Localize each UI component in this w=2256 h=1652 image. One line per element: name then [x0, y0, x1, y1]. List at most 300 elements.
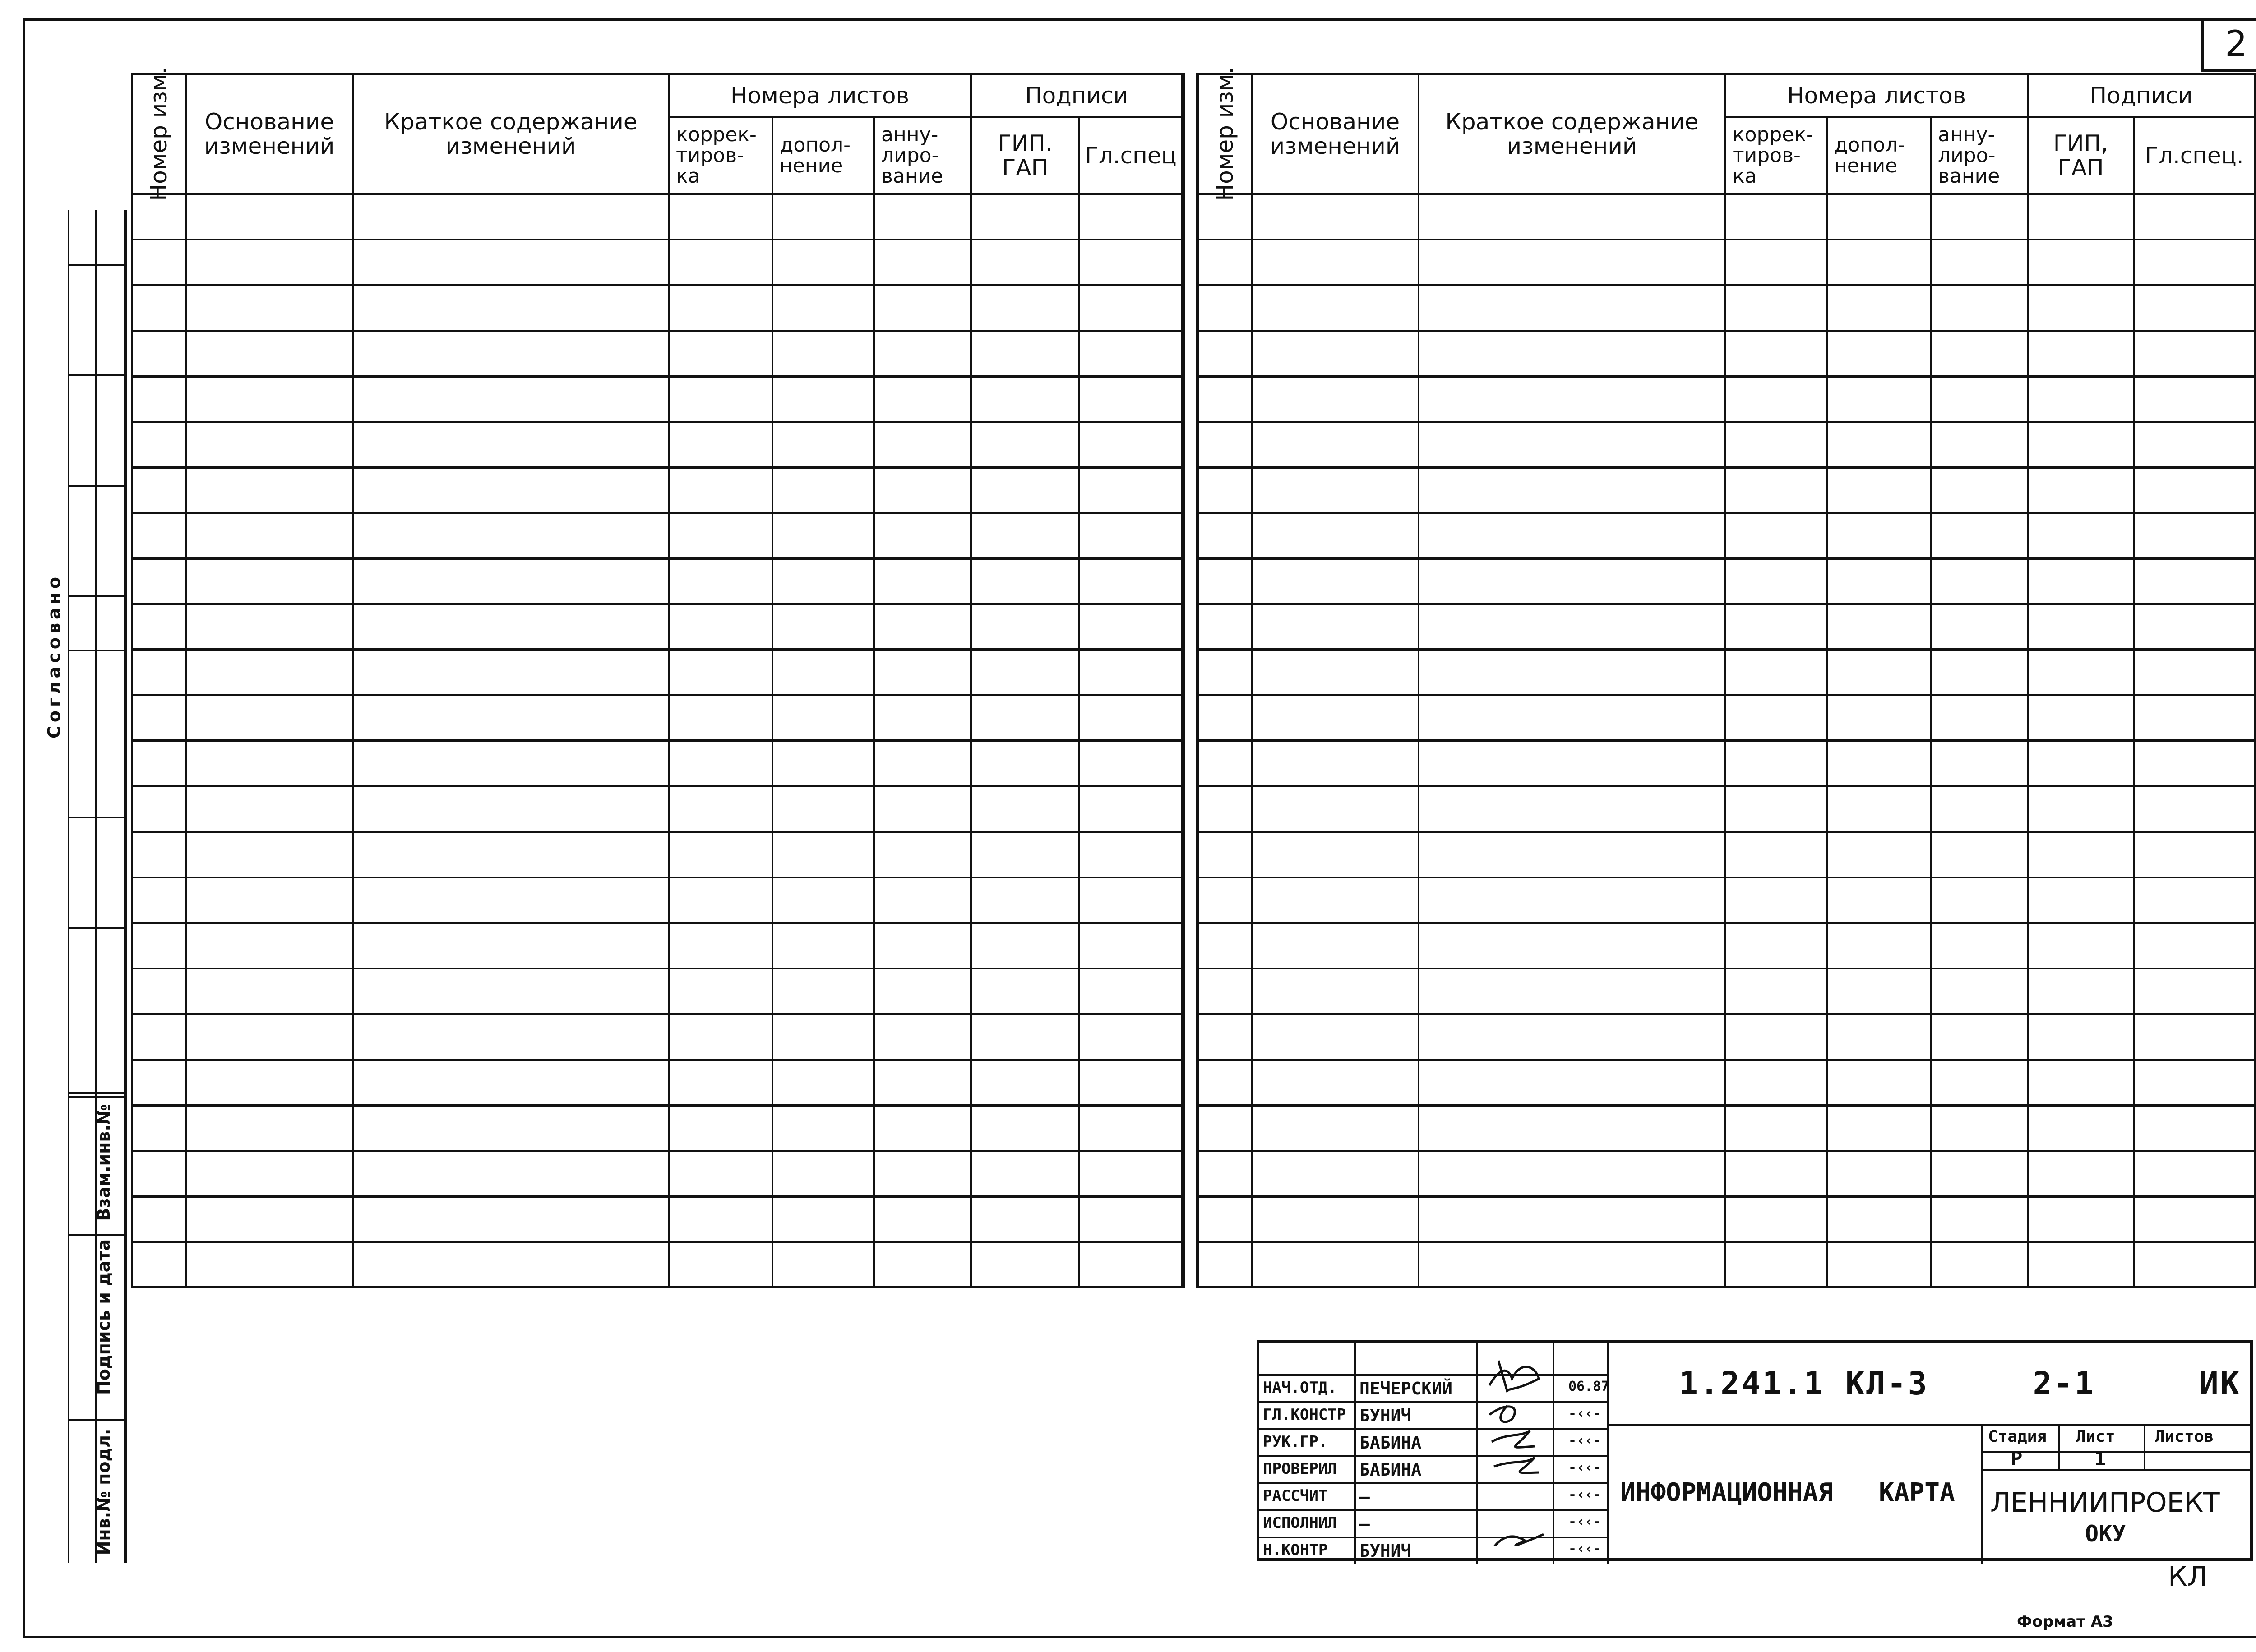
register-cell	[2028, 194, 2134, 240]
register-row	[132, 650, 1183, 695]
register-cell	[1252, 1196, 1419, 1242]
register-cell	[971, 558, 1079, 604]
register-cell	[874, 695, 971, 741]
register-cell	[2028, 1060, 2134, 1105]
register-cell	[2028, 1242, 2134, 1287]
register-cell	[186, 741, 353, 786]
register-cell	[1079, 194, 1183, 240]
register-cell	[772, 1242, 874, 1287]
register-cell	[1419, 331, 1725, 376]
register-cell	[1931, 832, 2028, 877]
sign-date-label: Подпись и дата	[94, 1239, 114, 1395]
left-binding-strip	[23, 210, 131, 1563]
register-cell	[1827, 969, 1931, 1014]
register-cell	[1827, 1242, 1931, 1287]
register-cell	[1827, 877, 1931, 923]
register-cell	[1252, 1242, 1419, 1287]
register-cell	[1931, 331, 2028, 376]
register-cell	[874, 331, 971, 376]
chief-spec-header-right: Гл.спец.	[2134, 117, 2255, 194]
register-cell	[2134, 1105, 2255, 1151]
register-cell	[772, 467, 874, 513]
register-cell	[1419, 695, 1725, 741]
register-row	[132, 285, 1183, 331]
register-cell	[669, 695, 772, 741]
register-cell	[1827, 695, 1931, 741]
register-row	[1197, 376, 2255, 422]
register-cell	[2028, 1014, 2134, 1060]
register-row	[132, 467, 1183, 513]
register-cell	[1197, 650, 1252, 695]
register-cell	[1252, 1060, 1419, 1105]
register-cell	[971, 969, 1079, 1014]
register-row	[132, 695, 1183, 741]
register-cell	[669, 650, 772, 695]
register-cell	[132, 285, 186, 331]
register-cell	[971, 741, 1079, 786]
stamp-role: ПРОВЕРИЛ	[1263, 1460, 1337, 1478]
register-cell	[772, 1014, 874, 1060]
register-cell	[971, 1151, 1079, 1196]
register-cell	[874, 240, 971, 285]
register-cell	[874, 422, 971, 467]
register-row	[132, 331, 1183, 376]
register-row	[1197, 1105, 2255, 1151]
register-cell	[2134, 1014, 2255, 1060]
register-cell	[772, 695, 874, 741]
right-rows	[1197, 194, 2255, 1287]
register-cell	[132, 1105, 186, 1151]
register-cell	[1079, 331, 1183, 376]
register-cell	[186, 695, 353, 741]
register-cell	[669, 194, 772, 240]
register-cell	[772, 513, 874, 558]
register-cell	[669, 558, 772, 604]
register-row	[132, 877, 1183, 923]
register-cell	[971, 376, 1079, 422]
register-cell	[1197, 877, 1252, 923]
register-cell	[2028, 741, 2134, 786]
register-cell	[1079, 969, 1183, 1014]
register-cell	[132, 558, 186, 604]
register-cell	[1827, 240, 1931, 285]
register-cell	[772, 1105, 874, 1151]
register-cell	[772, 331, 874, 376]
register-cell	[1197, 1060, 1252, 1105]
stamp-role: Н.КОНТР	[1263, 1541, 1328, 1559]
register-cell	[2134, 741, 2255, 786]
register-row	[1197, 832, 2255, 877]
stamp-date: -‹‹-	[1568, 1433, 1601, 1449]
register-row	[1197, 923, 2255, 969]
register-cell	[132, 1196, 186, 1242]
register-cell	[1827, 1060, 1931, 1105]
register-cell	[2134, 1151, 2255, 1196]
register-cell	[1725, 604, 1827, 650]
register-cell	[1079, 558, 1183, 604]
register-cell	[669, 1151, 772, 1196]
register-cell	[2028, 467, 2134, 513]
register-cell	[1419, 240, 1725, 285]
register-cell	[874, 923, 971, 969]
register-cell	[1252, 285, 1419, 331]
register-cell	[772, 285, 874, 331]
signatures-header-right: Подписи	[2028, 74, 2255, 117]
register-cell	[772, 923, 874, 969]
register-cell	[2028, 877, 2134, 923]
register-cell	[1197, 1151, 1252, 1196]
register-row	[1197, 467, 2255, 513]
register-cell	[1419, 650, 1725, 695]
register-cell	[772, 786, 874, 832]
register-cell	[353, 558, 669, 604]
register-cell	[1725, 1060, 1827, 1105]
register-cell	[1725, 376, 1827, 422]
register-cell	[186, 650, 353, 695]
register-cell	[874, 650, 971, 695]
register-cell	[2134, 923, 2255, 969]
register-cell	[1252, 558, 1419, 604]
register-cell	[1079, 513, 1183, 558]
register-cell	[186, 376, 353, 422]
register-cell	[1197, 604, 1252, 650]
register-cell	[1197, 832, 1252, 877]
register-cell	[1827, 832, 1931, 877]
register-cell	[772, 376, 874, 422]
register-cell	[186, 467, 353, 513]
register-cell	[1827, 741, 1931, 786]
register-cell	[1197, 331, 1252, 376]
correction-header-right: коррек- тиров- ка	[1725, 117, 1827, 194]
register-cell	[132, 923, 186, 969]
register-cell	[2134, 558, 2255, 604]
register-cell	[132, 422, 186, 467]
register-cell	[874, 1242, 971, 1287]
register-cell	[772, 832, 874, 877]
register-cell	[1252, 1105, 1419, 1151]
register-cell	[1827, 513, 1931, 558]
register-row	[1197, 285, 2255, 331]
register-row	[132, 832, 1183, 877]
register-cell	[1931, 741, 2028, 786]
register-cell	[1079, 877, 1183, 923]
register-cell	[2134, 877, 2255, 923]
register-cell	[353, 786, 669, 832]
register-cell	[2134, 285, 2255, 331]
register-cell	[1079, 1105, 1183, 1151]
register-cell	[186, 1242, 353, 1287]
register-cell	[1419, 1105, 1725, 1151]
sheet-numbers-header: Номера листов	[669, 74, 971, 117]
register-cell	[971, 923, 1079, 969]
register-row	[132, 1151, 1183, 1196]
register-row	[1197, 1014, 2255, 1060]
register-cell	[874, 285, 971, 331]
register-cell	[1079, 604, 1183, 650]
register-cell	[874, 969, 971, 1014]
register-cell	[1931, 650, 2028, 695]
register-cell	[1079, 786, 1183, 832]
register-cell	[2028, 832, 2134, 877]
register-cell	[1419, 923, 1725, 969]
register-cell	[186, 240, 353, 285]
register-cell	[1079, 422, 1183, 467]
register-cell	[1725, 1151, 1827, 1196]
left-rows	[132, 194, 1183, 1287]
register-cell	[874, 558, 971, 604]
register-cell	[874, 1014, 971, 1060]
stamp-date: 06.87	[1568, 1379, 1609, 1394]
stamp-role: РУК.ГР.	[1263, 1433, 1328, 1451]
sheet-label: Лист	[2076, 1427, 2115, 1446]
register-cell	[971, 650, 1079, 695]
register-cell	[971, 695, 1079, 741]
register-cell	[1197, 1014, 1252, 1060]
register-cell	[2134, 467, 2255, 513]
register-cell	[1419, 786, 1725, 832]
register-cell	[1827, 923, 1931, 969]
register-cell	[353, 331, 669, 376]
register-cell	[2134, 194, 2255, 240]
register-cell	[1252, 695, 1419, 741]
register-row	[132, 240, 1183, 285]
sheet-numbers-header-right: Номера листов	[1725, 74, 2028, 117]
register-cell	[772, 1196, 874, 1242]
register-cell	[971, 194, 1079, 240]
register-cell	[353, 376, 669, 422]
register-row	[1197, 422, 2255, 467]
register-cell	[1252, 467, 1419, 513]
register-cell	[2028, 513, 2134, 558]
stamp-name: БУНИЧ	[1359, 1541, 1411, 1561]
register-cell	[669, 1105, 772, 1151]
register-cell	[1252, 422, 1419, 467]
register-row	[1197, 558, 2255, 604]
register-cell	[1725, 422, 1827, 467]
register-cell	[2134, 695, 2255, 741]
register-cell	[2134, 604, 2255, 650]
register-cell	[1725, 285, 1827, 331]
register-row	[132, 923, 1183, 969]
annulment-header: анну- лиро- вание	[874, 117, 971, 194]
register-cell	[2134, 1196, 2255, 1242]
sheet-value: 1	[2094, 1447, 2106, 1470]
register-cell	[1725, 695, 1827, 741]
register-cell	[669, 969, 772, 1014]
stamp-name: —	[1359, 1514, 1370, 1534]
register-cell	[669, 331, 772, 376]
register-cell	[669, 1196, 772, 1242]
stamp-name: БАБИНА	[1359, 1433, 1422, 1453]
register-cell	[1197, 285, 1252, 331]
register-cell	[971, 832, 1079, 877]
register-cell	[1252, 194, 1419, 240]
register-cell	[1419, 194, 1725, 240]
register-cell	[1252, 923, 1419, 969]
register-cell	[1079, 1196, 1183, 1242]
inv-original-label: Инв.№ подл.	[94, 1428, 114, 1555]
register-cell	[1725, 1196, 1827, 1242]
register-cell	[1931, 240, 2028, 285]
signatures-header: Подписи	[971, 74, 1183, 117]
stamp-role: ГЛ.КОНСТР	[1263, 1406, 1346, 1424]
register-cell	[353, 695, 669, 741]
register-cell	[1419, 285, 1725, 331]
register-cell	[186, 969, 353, 1014]
stamp-date: -‹‹-	[1568, 1541, 1601, 1557]
register-cell	[2134, 832, 2255, 877]
register-cell	[2028, 1105, 2134, 1151]
register-cell	[186, 422, 353, 467]
register-cell	[132, 1014, 186, 1060]
register-cell	[1419, 741, 1725, 786]
register-cell	[1252, 1151, 1419, 1196]
register-cell	[353, 604, 669, 650]
register-cell	[1419, 513, 1725, 558]
register-cell	[1725, 467, 1827, 513]
register-row	[1197, 1196, 2255, 1242]
register-cell	[353, 422, 669, 467]
register-cell	[353, 923, 669, 969]
register-row	[1197, 786, 2255, 832]
register-cell	[1827, 558, 1931, 604]
register-row	[1197, 1151, 2255, 1196]
register-cell	[186, 1105, 353, 1151]
annulment-header-right: анну- лиро- вание	[1931, 117, 2028, 194]
gip-gap-header: ГИП. ГАП	[971, 117, 1079, 194]
register-cell	[1725, 513, 1827, 558]
format-label: Формат А3	[2017, 1613, 2113, 1631]
register-cell	[1252, 650, 1419, 695]
register-cell	[186, 1014, 353, 1060]
register-cell	[186, 604, 353, 650]
register-cell	[1079, 832, 1183, 877]
register-cell	[353, 1196, 669, 1242]
register-row	[132, 1105, 1183, 1151]
register-cell	[772, 604, 874, 650]
register-cell	[669, 923, 772, 969]
register-cell	[1827, 786, 1931, 832]
register-cell	[1725, 786, 1827, 832]
register-cell	[1419, 376, 1725, 422]
register-cell	[2028, 376, 2134, 422]
register-cell	[669, 422, 772, 467]
register-row	[132, 604, 1183, 650]
register-cell	[874, 376, 971, 422]
register-cell	[353, 467, 669, 513]
register-cell	[1827, 376, 1931, 422]
register-cell	[1725, 331, 1827, 376]
register-cell	[2134, 650, 2255, 695]
register-cell	[1725, 650, 1827, 695]
register-cell	[2028, 558, 2134, 604]
register-cell	[1931, 1060, 2028, 1105]
register-cell	[353, 832, 669, 877]
register-cell	[1725, 1242, 1827, 1287]
register-cell	[132, 1242, 186, 1287]
register-cell	[1725, 558, 1827, 604]
register-cell	[353, 1242, 669, 1287]
register-cell	[1931, 194, 2028, 240]
register-row	[132, 741, 1183, 786]
register-cell	[1725, 741, 1827, 786]
register-cell	[874, 741, 971, 786]
register-cell	[1079, 1060, 1183, 1105]
stamp-role: ИСПОЛНИЛ	[1263, 1514, 1337, 1532]
register-cell	[1252, 786, 1419, 832]
register-cell	[1197, 1105, 1252, 1151]
register-cell	[1931, 467, 2028, 513]
register-cell	[1252, 604, 1419, 650]
register-cell	[1419, 467, 1725, 513]
stamp-role: НАЧ.ОТД.	[1263, 1379, 1337, 1397]
register-row	[132, 1014, 1183, 1060]
register-cell	[132, 513, 186, 558]
register-cell	[874, 1060, 971, 1105]
register-cell	[132, 832, 186, 877]
register-cell	[1197, 467, 1252, 513]
register-cell	[132, 786, 186, 832]
register-cell	[1931, 1014, 2028, 1060]
register-cell	[186, 558, 353, 604]
register-row	[132, 969, 1183, 1014]
register-row	[1197, 1242, 2255, 1287]
register-cell	[1931, 786, 2028, 832]
register-cell	[1197, 376, 1252, 422]
register-row	[132, 422, 1183, 467]
signature-strokes	[1480, 1352, 1553, 1546]
register-cell	[1419, 969, 1725, 1014]
stamp-name: —	[1359, 1487, 1370, 1507]
register-cell	[1079, 376, 1183, 422]
register-cell	[132, 604, 186, 650]
register-cell	[2134, 422, 2255, 467]
designation: 1.241.1 КЛ-3 2-1 ИК	[1679, 1365, 2241, 1402]
change-register-left	[131, 67, 1185, 1288]
register-cell	[971, 786, 1079, 832]
register-cell	[186, 1151, 353, 1196]
register-cell	[874, 513, 971, 558]
register-cell	[186, 923, 353, 969]
register-cell	[186, 877, 353, 923]
register-cell	[772, 240, 874, 285]
register-cell	[669, 604, 772, 650]
register-row	[1197, 1060, 2255, 1105]
register-row	[1197, 877, 2255, 923]
register-cell	[1725, 877, 1827, 923]
register-row	[1197, 331, 2255, 376]
register-cell	[1252, 240, 1419, 285]
register-cell	[1725, 832, 1827, 877]
register-cell	[971, 240, 1079, 285]
register-cell	[669, 786, 772, 832]
register-cell	[1197, 923, 1252, 969]
register-cell	[1079, 285, 1183, 331]
register-cell	[186, 786, 353, 832]
register-cell	[1079, 741, 1183, 786]
register-cell	[132, 240, 186, 285]
register-cell	[669, 832, 772, 877]
register-cell	[971, 1014, 1079, 1060]
register-cell	[353, 1060, 669, 1105]
register-row	[1197, 513, 2255, 558]
register-cell	[1252, 331, 1419, 376]
register-cell	[1827, 1151, 1931, 1196]
agreed-label: Согласовано	[44, 573, 64, 738]
register-cell	[1931, 1151, 2028, 1196]
register-cell	[2134, 1242, 2255, 1287]
register-cell	[2134, 513, 2255, 558]
